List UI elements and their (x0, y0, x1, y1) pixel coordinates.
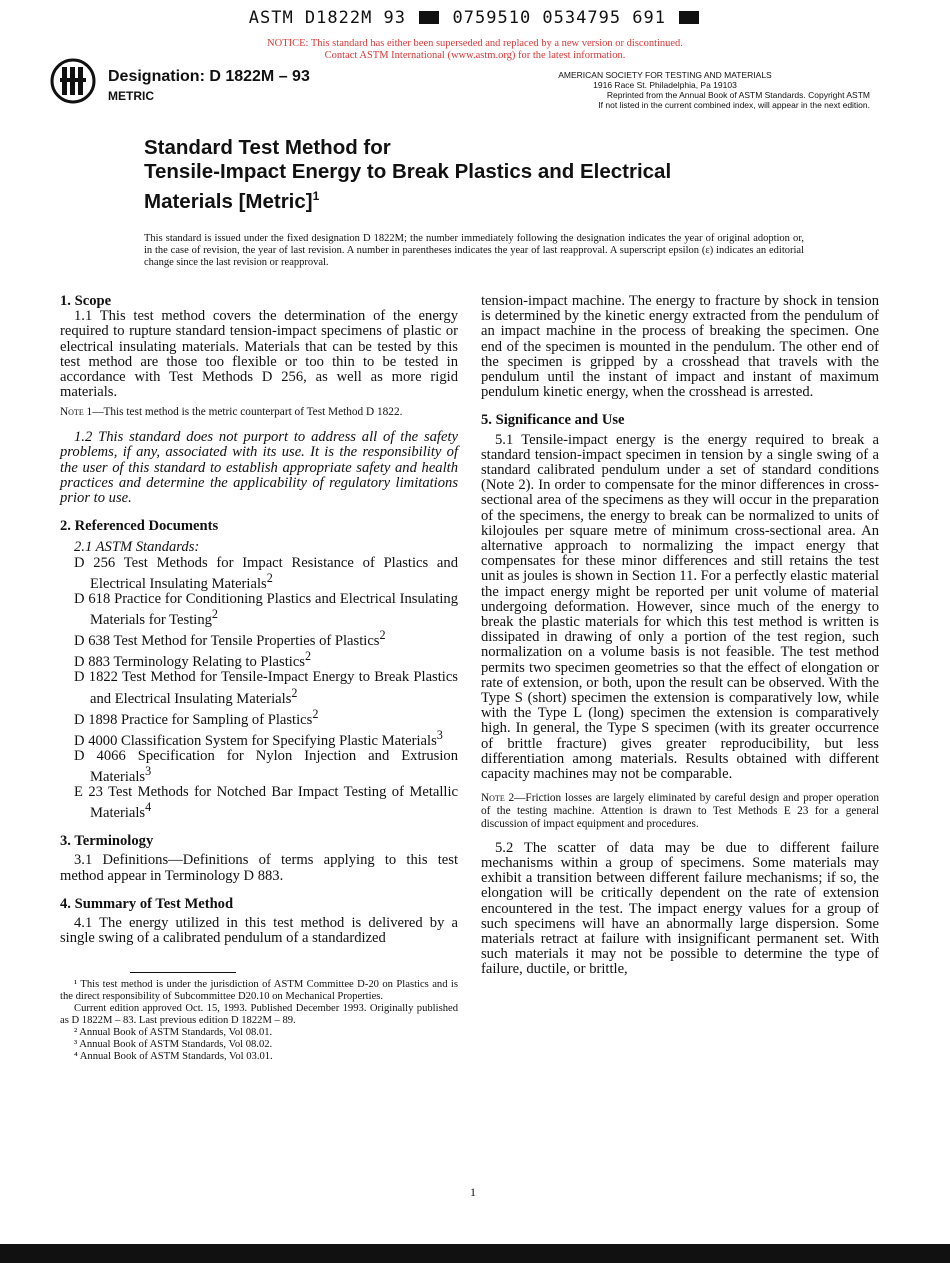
note-text: 2—Friction losses are largely eliminated by careful design and proper operation of the testing machine. Attention is drawn to Test Methods E 23 for a general discussion of impact equipment and procedures. (481, 792, 879, 830)
title-line: Materials [Metric] (144, 189, 313, 213)
note-1 (60, 406, 458, 419)
society-name: AMERICAN SOCIETY FOR TESTING AND MATERIALS (558, 70, 772, 80)
issuance-statement: This standard is issued under the fixed designation D 1822M; the number immediately following the designation indicates the year of original adoption or, in the case of revision, the year of last revision. A number in parentheses indicates the year of last reapproval. A superscript epsilon (ε) indicates an editorial change since the last revision or reapproval. (144, 233, 804, 268)
barcode-block (419, 11, 439, 24)
right-column (481, 294, 879, 978)
designation: Designation: D 1822M – 93 (108, 68, 310, 85)
reference-text: D 883 Terminology Relating to Plastics (74, 654, 305, 671)
barcode-header (0, 8, 950, 28)
title-line: Standard Test Method for (144, 136, 391, 159)
section-heading-terminology: 3. Terminology (60, 833, 154, 850)
footnotes (60, 979, 458, 1063)
note-text: 1—This test method is the metric counterpart of Test Method D 1822. (83, 406, 403, 419)
document-title (144, 136, 784, 214)
index-note: If not listed in the current combined index, will appear in the next edition. (598, 100, 870, 110)
footnote: ¹ This test method is under the jurisdiction of ASTM Committee D-20 on Plastics and is the direct responsibility of Subcommittee D20.10 on Mechanical Properties. (60, 979, 458, 1003)
reference-item (74, 649, 458, 670)
reference-text: D 1822 Test Method for Tensile-Impact Energy to Break Plastics and Electrical Insulating Materials (74, 669, 458, 707)
reference-footnote-ref: 3 (436, 727, 443, 742)
astm-logo (50, 58, 96, 104)
reference-footnote-ref: 2 (379, 628, 386, 643)
metric-label: METRIC (108, 89, 154, 103)
paragraph-2-1: 2.1 ASTM Standards: (74, 539, 200, 556)
left-column (60, 294, 458, 1063)
reference-item (74, 670, 458, 706)
reference-text: D 1898 Practice for Sampling of Plastics (74, 711, 313, 728)
publisher-block (490, 70, 870, 110)
reference-item (74, 592, 458, 628)
reference-item (74, 707, 458, 728)
reference-list (60, 556, 458, 822)
reference-footnote-ref: 4 (145, 800, 152, 815)
notice-line: NOTICE: This standard has either been superseded and replaced by a new version or discontinued. (267, 38, 683, 49)
notice-link-line[interactable]: Contact ASTM International (www.astm.org) for the latest information. (324, 50, 626, 61)
section-heading-significance: 5. Significance and Use (481, 412, 625, 429)
reference-footnote-ref: 2 (304, 649, 312, 664)
reference-item (74, 556, 458, 592)
paragraph-1-1: 1.1 This test method covers the determination of the energy required to rupture standard tension-impact specimens of plastic or electrical insulating materials. Materials that can be tested by this test method are those too flexible or too thin to be tested in accordance with Test Methods D 256, as well as more rigid materials. (60, 308, 458, 401)
section-heading-summary: 4. Summary of Test Method (60, 895, 234, 912)
reference-item (74, 785, 458, 821)
paragraph-5-2: 5.2 The scatter of data may be due to different failure mechanisms within a group of specimens. Some materials may exhibit a transition between different failure mechanisms; if so, the elongation will be critically dependent on the rate of extension encountered in the test. The impact energy values for a group of such specimens will have an abnormally large dispersion. Some materials retract at failure with insignificant permanent set. With such materials it may not be possible to determine the type of failure, ductile, or brittle, (481, 839, 879, 978)
reference-item (74, 628, 458, 649)
scan-edge-bar (0, 1244, 950, 1263)
reference-footnote-ref: 2 (312, 706, 319, 721)
superseded-notice (0, 38, 950, 62)
section-heading-referenced-documents: 2. Referenced Documents (60, 518, 219, 535)
barcode-block (679, 11, 699, 24)
note-label: Note (60, 406, 84, 419)
note-2 (481, 792, 879, 830)
barcode-right-text: 0759510 0534795 691 (452, 8, 666, 28)
reference-text: D 638 Test Method for Tensile Properties of Plastics (74, 633, 380, 650)
paragraph-5-1: 5.1 Tensile-impact energy is the energy required to break a standard tension-impact specimen in tension by a single swing of a standard calibrated pendulum under a set of standard conditions (Note 2). In order to compensate for the minor differences in cross-sectional area of the specimens as they will occur in the preparation of the specimens, the energy to break can be normalized to units of kilojoules per square metre of minimum cross-sectional area. An alternative approach to normalizing the impact energy that compensates for these minor differences and still retains the test unit as joules is shown in Section 11. For a perfectly elastic material the impact energy might be reported per unit volume of material undergoing deformation. However, since much of the energy to break the plastic materials for which this test method is written is dissipated in drawing of only a portion of the test region, such normalization on a volume basis is not feasible. The test method permits two specimen geometries so that the effect of elongation or rate of extension, or both, upon the result can be observed. With the Type S (short) specimen the extension is comparatively low, while with the Type L (long) specimen the extension is comparatively high. In general, the Type S specimen (with its greater occurrence of brittle fracture) gives greater reproducibility, but less differentiation among materials. Results obtained with different capacity machines may not be comparable. (481, 431, 879, 783)
note-label: Note (481, 792, 505, 805)
section-heading-scope: 1. Scope (60, 293, 112, 309)
reference-text: D 256 Test Methods for Impact Resistance of Plastics and Electrical Insulating Materials (74, 554, 458, 592)
reference-footnote-ref: 2 (291, 685, 298, 700)
footnote: ³ Annual Book of ASTM Standards, Vol 08.02. (74, 1039, 273, 1051)
reference-text: D 4066 Specification for Nylon Injection and Extrusion Materials (74, 747, 458, 785)
paragraph-4-1-continued: tension-impact machine. The energy to fracture by shock in tension is determined by the kinetic energy extracted from the pendulum of an impact machine in the process of breaking the specimen. One end of the specimen is mounted in the pendulum. The other end of the specimen is gripped by a crosshead that travels with the pendulum until the instant of impact and instant of maximum pendulum kinetic energy, when the crosshead is arrested. (481, 293, 879, 401)
reference-text: D 618 Practice for Conditioning Plastics and Electrical Insulating Materials for Testing (74, 590, 458, 628)
footnote: ⁴ Annual Book of ASTM Standards, Vol 03.01. (74, 1051, 273, 1063)
title-footnote-ref: 1 (312, 189, 320, 203)
title-line: Tensile-Impact Energy to Break Plastics and Electrical (144, 160, 672, 183)
paragraph-4-1: 4.1 The energy utilized in this test method is delivered by a single swing of a calibrated pendulum of a standardized (60, 915, 458, 947)
reference-footnote-ref: 3 (145, 763, 152, 778)
society-address: 1916 Race St. Philadelphia, Pa 19103 (593, 80, 737, 90)
barcode-left-text: ASTM D1822M 93 (248, 8, 407, 28)
reference-item (74, 728, 458, 749)
reference-footnote-ref: 2 (266, 570, 273, 585)
reference-text: E 23 Test Methods for Notched Bar Impact Testing of Metallic Materials (74, 783, 458, 822)
reference-text: D 4000 Classification System for Specifying Plastic Materials (74, 732, 437, 749)
footnote: ² Annual Book of ASTM Standards, Vol 08.01. (74, 1027, 273, 1039)
footnote: Current edition approved Oct. 15, 1993. Published December 1993. Originally published as D 1822M – 83. Last previous edition D 1822M – 89. (60, 1003, 458, 1027)
reference-item (74, 749, 458, 785)
reference-footnote-ref: 2 (211, 607, 218, 622)
page-number: 1 (470, 1185, 476, 1199)
paragraph-3-1: 3.1 Definitions—Definitions of terms applying to this test method appear in Terminology D 883. (60, 852, 458, 884)
reprint-note: Reprinted from the Annual Book of ASTM Standards. Copyright ASTM (606, 90, 870, 100)
paragraph-1-2: 1.2 This standard does not purport to address all of the safety problems, if any, associated with its use. It is the responsibility of the user of this standard to establish appropriate safety and health practices and determine the applicability of regulatory limitations prior to use. (60, 429, 458, 507)
